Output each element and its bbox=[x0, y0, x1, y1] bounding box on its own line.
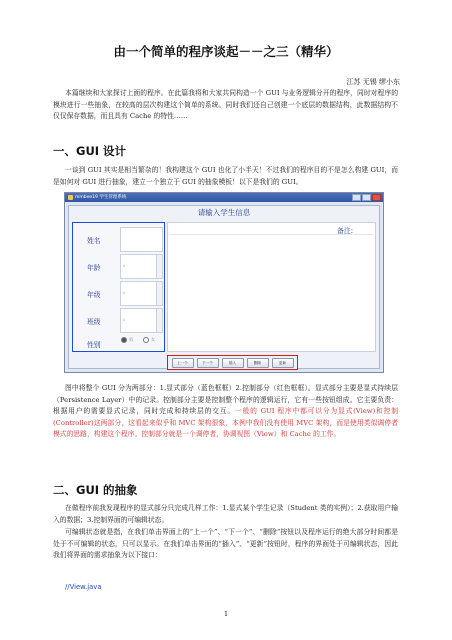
author-line: 江苏 无锡 缪小东 bbox=[346, 78, 400, 86]
code-comment: //View.java bbox=[65, 583, 102, 591]
minimize-icon[interactable] bbox=[352, 194, 361, 201]
gui-paragraph: 一谈到 GUI 其实是相当繁杂的！我构建这个 GUI 也化了小半天！不过我们的程序目的不是怎么构建 GUI，而是如何对 GUI 进行抽象，建立一个独立于 GUI 的抽象模板！以下是我们的 GUI。 bbox=[53, 166, 398, 186]
page-number: 1 bbox=[223, 610, 229, 618]
app-logo-icon bbox=[68, 195, 73, 200]
caption-highlight: 一般的 GUI 程序中都可以分为显式(View)和控制(Controller)这两部分，这看起来似乎和 MVC 架构很象，本例中我们没有使用 MVC 架构，而是使用类似调停者模式的思路，构建这个程序。控制部分就是一个调停者，协调视图（View）和 Cache 的工作。 bbox=[53, 407, 399, 439]
app-body bbox=[68, 205, 380, 369]
app-window-title: mmbee19 学生管理系统 bbox=[75, 195, 127, 200]
close-icon[interactable] bbox=[372, 194, 381, 201]
grade-spinner-arrows[interactable] bbox=[156, 282, 162, 305]
remark-label: 备注: bbox=[337, 227, 353, 235]
remark-panel bbox=[167, 222, 376, 352]
gender-radio-male[interactable] bbox=[121, 337, 133, 343]
field-label-age: 年龄 bbox=[87, 264, 101, 272]
radio-empty-icon bbox=[143, 337, 149, 343]
gender-radio-group bbox=[121, 337, 155, 343]
app-screenshot bbox=[64, 192, 384, 373]
class-spinner[interactable] bbox=[120, 308, 163, 333]
gender-female-label: 女 bbox=[151, 337, 155, 342]
class-spinner-arrows[interactable] bbox=[156, 309, 162, 332]
delete-button[interactable]: 删除 bbox=[247, 358, 269, 368]
maximize-icon[interactable] bbox=[362, 194, 371, 201]
next-button[interactable]: 下一个 bbox=[197, 358, 219, 368]
document-title: 由一个简单的程序谈起－－之三（精华） bbox=[113, 44, 339, 59]
gender-radio-female[interactable] bbox=[143, 337, 155, 343]
field-label-name: 姓名 bbox=[87, 237, 101, 245]
grade-spinner[interactable] bbox=[120, 281, 163, 306]
name-input[interactable] bbox=[120, 227, 163, 252]
field-label-gender: 性别 bbox=[87, 341, 101, 349]
app-titlebar bbox=[65, 193, 383, 202]
prev-button[interactable]: 上一个 bbox=[172, 358, 194, 368]
grade-value: 0 bbox=[123, 291, 126, 295]
abstraction-paragraph-2: 可编辑状态就是指，在我们单击界面上的“上一个”、“下一个”、“删除”按钮以及程序运行的绝大部分时间都是处于不可编辑的状态，只可以显示。在我们单击界面的“插入”、“更新”按钮时，程序的界面处于可编辑状态，因此我们将界面的需求抽象为以下接口： bbox=[53, 528, 398, 560]
update-button[interactable]: 更新 bbox=[272, 358, 294, 368]
caption-text: 图中将整个 GUI 分为两部分：1.显式部分（蓝色框框）2.控制部分（红色框框）。显式部分主要是显式持续层（Persistence Layer）中的记录。控制部分主要是控制整个程序的逻辑运行，它有一些按钮组成。它主要负责：根据用户的需要显式记录，同时完成和持续层的交互。 bbox=[53, 384, 398, 416]
age-spinner-arrows[interactable] bbox=[156, 255, 162, 278]
abstraction-paragraph-1: 在做程序前我发现程序的显式部分只完成几样工作：1.显式某个学生记录（Student 类的实例）；2.获取用户输入的数据；3.控制界面的可编辑状态。 bbox=[53, 504, 398, 524]
section-heading-abstraction: 二、GUI 的抽象 bbox=[53, 483, 138, 497]
section-heading-gui: 一、GUI 设计 bbox=[53, 144, 127, 158]
display-panel bbox=[72, 222, 165, 352]
age-value: 0 bbox=[123, 264, 126, 268]
field-label-grade: 年级 bbox=[87, 291, 101, 299]
figure-caption-paragraph bbox=[53, 383, 398, 441]
window-controls bbox=[352, 194, 381, 201]
remark-textarea[interactable] bbox=[170, 234, 373, 349]
gender-male-label: 男 bbox=[129, 337, 133, 342]
class-value: 0 bbox=[123, 318, 126, 322]
field-label-class: 班级 bbox=[87, 318, 101, 326]
age-spinner[interactable] bbox=[120, 254, 163, 279]
form-title: 请输入学生信息 bbox=[197, 208, 251, 217]
intro-paragraph: 本篇继续和大家探讨上面的程序。在此篇我将和大家共同构造一个 GUI 与业务逻辑分开的程序，同时对程序的模块进行一些抽象，在较高的层次构建这个简单的系统。同时我们还自己创建一个底层的数据结构，此数据结构不仅仅保存数据，而且具有 Cache 的特性…… bbox=[53, 89, 398, 121]
control-panel bbox=[167, 355, 298, 370]
radio-selected-icon bbox=[121, 337, 127, 343]
insert-button[interactable]: 插入 bbox=[222, 358, 244, 368]
